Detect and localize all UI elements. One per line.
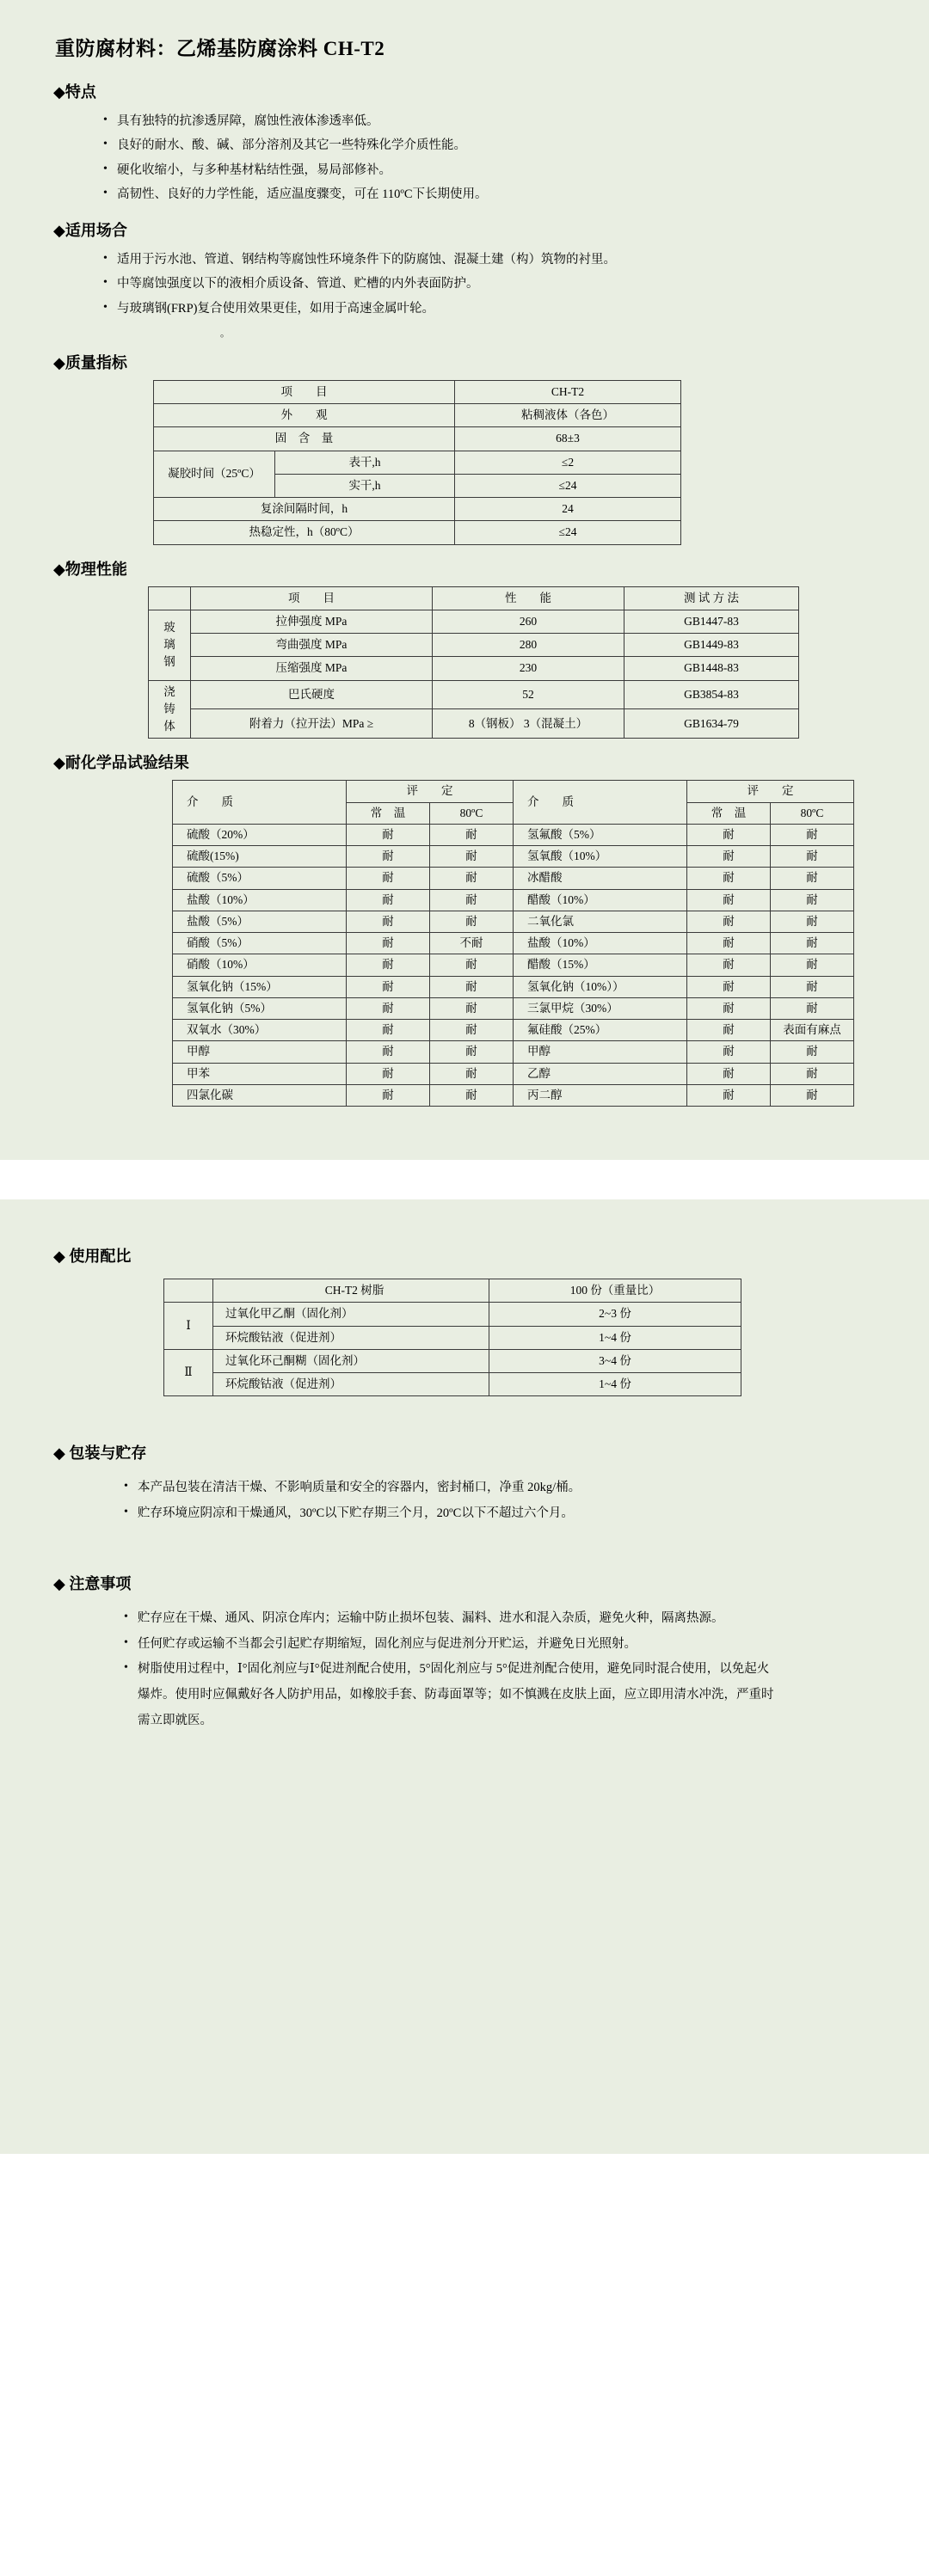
cell-eval: 耐: [347, 868, 430, 889]
cell-medium: 氢氧化钠（15%）: [173, 976, 347, 997]
table-row: [173, 781, 854, 802]
cell-eval: 耐: [347, 997, 430, 1019]
cell-value: 24: [455, 498, 681, 521]
cell-eval: 耐: [430, 997, 514, 1019]
cell-performance: 280: [433, 634, 624, 657]
cell-eval: 耐: [771, 911, 854, 932]
panel-separator: [0, 1160, 929, 1199]
applications-list: [52, 248, 877, 321]
cell-eval: 耐: [687, 1063, 771, 1084]
list-item: • 贮存环境应阴凉和干燥通风，30ºC以下贮存期三个月，20ºC以下不超过六个月。: [138, 1501, 877, 1527]
col-header-resin: CH-T2 树脂: [213, 1279, 489, 1303]
cell-eval: 耐: [687, 954, 771, 976]
cell-method: GB1634-79: [624, 709, 799, 739]
cell-eval: 耐: [771, 997, 854, 1019]
cell-method: GB1447-83: [624, 610, 799, 633]
cell-eval: 耐: [687, 976, 771, 997]
cell-eval: 耐: [347, 889, 430, 911]
features-heading: ◆特点: [53, 83, 96, 101]
packaging-heading: ◆ 包装与贮存: [53, 1444, 147, 1463]
cell-medium: 醋酸（15%）: [514, 954, 687, 976]
cell-eval: 耐: [771, 846, 854, 868]
table-row: [173, 889, 854, 911]
cell-eval: 耐: [347, 911, 430, 932]
cell-eval: 耐: [430, 846, 514, 868]
cell-eval: 耐: [430, 1084, 514, 1106]
cell-value: ≤24: [455, 474, 681, 497]
cell-medium: 甲醇: [173, 1041, 347, 1063]
cell-eval: 耐: [771, 1041, 854, 1063]
table-row: [154, 521, 681, 544]
cell-eval: 耐: [347, 954, 430, 976]
section-applications: [52, 218, 877, 339]
cell-eval: 耐: [347, 976, 430, 997]
list-item: • 树脂使用过程中，Ⅰ°固化剂应与Ⅰ°促进剂配合使用，5°固化剂应与 5°促进剂配合使用，避免同时混合使用，以免起火爆炸。使用时应佩戴好各人防护用品，如橡胶手套、防毒面罩等；如不慎溅在皮肤上面，应立即用清水冲洗，严重时需立即就医。: [138, 1657, 774, 1733]
cell-medium: 甲苯: [173, 1063, 347, 1084]
table-row: [173, 976, 854, 997]
cell-category: 玻 璃 钢: [149, 610, 191, 680]
cell-blank: [164, 1279, 213, 1303]
list-item: • 本产品包装在清洁干燥、不影响质量和安全的容器内，密封桶口，净重 20kg/桶。: [138, 1475, 877, 1501]
sub-header-ambient-left: 常 温: [347, 802, 430, 824]
cell-eval: 耐: [771, 1063, 854, 1084]
table-row: [173, 824, 854, 845]
cell-performance: 260: [433, 610, 624, 633]
cell-amount: 1~4 份: [489, 1326, 741, 1349]
cell-eval: 耐: [430, 1020, 514, 1041]
cell-medium: 盐酸（5%）: [173, 911, 347, 932]
table-row: [173, 954, 854, 976]
cell-eval: 耐: [687, 846, 771, 868]
table-row: [149, 680, 799, 709]
table-row: [164, 1303, 741, 1326]
chemical-table: [172, 780, 854, 1107]
table-row: [154, 498, 681, 521]
cell-medium: 二氧化氯: [514, 911, 687, 932]
col-header-eval-right: 评 定: [687, 781, 854, 802]
cell-medium: 氢氧酸（10%）: [514, 846, 687, 868]
section-ratio: [52, 1244, 877, 1396]
list-item: • 具有独特的抗渗透屏障，腐蚀性液体渗透率低。: [117, 109, 877, 133]
features-list: [52, 109, 877, 206]
quality-heading: ◆质量指标: [53, 353, 127, 371]
list-item: • 适用于污水池、管道、钢结构等腐蚀性环境条件下的防腐蚀、混凝土建（构）筑物的衬里。: [117, 248, 877, 272]
cell-eval: 耐: [687, 824, 771, 845]
cell-eval: 耐: [347, 1041, 430, 1063]
table-row: [149, 586, 799, 610]
cell-eval: 耐: [771, 954, 854, 976]
cell-label: 复涂间隔时间，h: [154, 498, 455, 521]
section-features: [52, 80, 877, 206]
cell-material: 环烷酸钴液（促进剂）: [213, 1373, 489, 1396]
cell-group-roman: Ⅱ: [164, 1349, 213, 1396]
section-quality: [52, 351, 877, 545]
sub-header-80c-right: 80ºC: [771, 802, 854, 824]
cell-item: 拉伸强度 MPa: [191, 610, 433, 633]
cell-eval: 耐: [430, 1041, 514, 1063]
cell-eval: 耐: [347, 1084, 430, 1106]
list-item: • 贮存应在干燥、通风、阴凉仓库内；运输中防止损坏包装、漏料、进水和混入杂质，避免火种，隔离热源。: [138, 1606, 774, 1632]
cell-eval: 耐: [430, 1063, 514, 1084]
cell-value: 68±3: [455, 427, 681, 451]
notes-list: [52, 1606, 877, 1734]
cell-medium: 盐酸（10%）: [173, 889, 347, 911]
sub-header-ambient-right: 常 温: [687, 802, 771, 824]
list-item: • 高韧性、良好的力学性能，适应温度骤变，可在 110ºC下长期使用。: [117, 182, 877, 206]
cell-eval: 耐: [687, 1020, 771, 1041]
cell-medium: 氢氧化钠（5%）: [173, 997, 347, 1019]
cell-value: ≤24: [455, 521, 681, 544]
cell-eval: 耐: [347, 1020, 430, 1041]
cell-amount: 3~4 份: [489, 1349, 741, 1372]
table-row: [173, 933, 854, 954]
table-row: [149, 634, 799, 657]
cell-eval: 耐: [347, 1063, 430, 1084]
packaging-list: [52, 1475, 877, 1526]
cell-medium: 乙醇: [514, 1063, 687, 1084]
cell-sub-label: 实干,h: [275, 474, 455, 497]
section-notes: [52, 1572, 877, 1734]
cell-material: 过氧化甲乙酮（固化剂）: [213, 1303, 489, 1326]
quality-table: [153, 380, 681, 545]
cell-eval: 耐: [687, 1041, 771, 1063]
cell-category: 浇 铸 体: [149, 680, 191, 739]
table-row: [154, 380, 681, 403]
cell-medium: 三氯甲烷（30%）: [514, 997, 687, 1019]
cell-value: 粘稠液体（各色）: [455, 404, 681, 427]
cell-eval: 耐: [687, 868, 771, 889]
cell-medium: 丙二醇: [514, 1084, 687, 1106]
cell-performance: 8（钢板） 3（混凝土）: [433, 709, 624, 739]
cell-eval: 耐: [347, 846, 430, 868]
cell-amount: 2~3 份: [489, 1303, 741, 1326]
cell-medium: 双氧水（30%）: [173, 1020, 347, 1041]
table-row: [173, 1063, 854, 1084]
cell-medium: 氢氧化钠（10%））: [514, 976, 687, 997]
col-header-medium-left: 介 质: [173, 781, 347, 825]
table-row: [164, 1349, 741, 1372]
table-row: [173, 868, 854, 889]
cell-label: 外 观: [154, 404, 455, 427]
chemical-heading: ◆耐化学品试验结果: [53, 754, 189, 772]
cell-eval: 耐: [347, 933, 430, 954]
col-header-amount: 100 份（重量比）: [489, 1279, 741, 1303]
cell-performance: 52: [433, 680, 624, 709]
cell-sub-label: 表干,h: [275, 451, 455, 474]
cell-eval: 耐: [430, 954, 514, 976]
ratio-heading: ◆ 使用配比: [53, 1248, 132, 1266]
cell-eval: 耐: [430, 824, 514, 845]
sub-header-80c-left: 80ºC: [430, 802, 514, 824]
cell-blank: [149, 586, 191, 610]
table-row: [173, 846, 854, 868]
cell-eval: 耐: [687, 911, 771, 932]
cell-performance: 230: [433, 657, 624, 680]
col-header-performance: 性 能: [433, 586, 624, 610]
cell-medium: 甲醇: [514, 1041, 687, 1063]
physical-heading: ◆物理性能: [53, 560, 127, 578]
table-row: [149, 657, 799, 680]
cell-medium: 硫酸（5%）: [173, 868, 347, 889]
cell-label: 热稳定性，h（80ºC）: [154, 521, 455, 544]
cell-eval: 耐: [687, 1084, 771, 1106]
table-row: [164, 1279, 741, 1303]
cell-eval: 不耐: [430, 933, 514, 954]
table-row: [173, 911, 854, 932]
cell-medium: 硫酸（20%）: [173, 824, 347, 845]
cell-medium: 盐酸（10%）: [514, 933, 687, 954]
section-packaging: [52, 1441, 877, 1526]
table-row: [173, 1020, 854, 1041]
cell-eval: 耐: [430, 976, 514, 997]
page-title: 重防腐材料：乙烯基防腐涂料 CH-T2: [55, 38, 385, 59]
cell-group-roman: Ⅰ: [164, 1303, 213, 1350]
list-item: • 良好的耐水、酸、碱、部分溶剂及其它一些特殊化学介质性能。: [117, 133, 877, 157]
cell-eval: 耐: [687, 889, 771, 911]
col-header-eval-left: 评 定: [347, 781, 514, 802]
cell-eval: 耐: [430, 911, 514, 932]
cell-medium: 冰醋酸: [514, 868, 687, 889]
table-row: [154, 451, 681, 474]
cell-medium: 四氯化碳: [173, 1084, 347, 1106]
cell-item: 压缩强度 MPa: [191, 657, 433, 680]
table-row: [154, 427, 681, 451]
notes-heading: ◆ 注意事项: [53, 1574, 132, 1592]
col-header-method: 测 试 方 法: [624, 586, 799, 610]
ratio-table: [163, 1279, 741, 1396]
table-row: [164, 1373, 741, 1396]
cell-material: 环烷酸钴液（促进剂）: [213, 1326, 489, 1349]
cell-eval: 耐: [347, 824, 430, 845]
table-row: [149, 709, 799, 739]
top-panel: [0, 0, 929, 1160]
list-item: • 与玻璃钢(FRP)复合使用效果更佳，如用于高速金属叶轮。: [117, 297, 877, 321]
cell-eval: 表面有麻点: [771, 1020, 854, 1041]
table-row: [149, 610, 799, 633]
list-item: • 硬化收缩小，与多种基材粘结性强，易局部修补。: [117, 158, 877, 182]
cell-eval: 耐: [771, 976, 854, 997]
cell-eval: 耐: [771, 1084, 854, 1106]
physical-table: [148, 586, 799, 739]
cell-group-label: 凝胶时间（25ºC）: [154, 451, 275, 498]
cell-eval: 耐: [771, 889, 854, 911]
bottom-panel: [0, 1199, 929, 2154]
cell-method: GB1449-83: [624, 634, 799, 657]
cell-item: 巴氏硬度: [191, 680, 433, 709]
list-item: • 任何贮存或运输不当都会引起贮存期缩短，固化剂应与促进剂分开贮运，并避免日光照射。: [138, 1632, 774, 1658]
table-row: [173, 997, 854, 1019]
cell-medium: 硝酸（5%）: [173, 933, 347, 954]
cell-item: 弯曲强度 MPa: [191, 634, 433, 657]
cell-material: 过氧化环己酮糊（固化剂）: [213, 1349, 489, 1372]
cell-medium: 醋酸（10%）: [514, 889, 687, 911]
cell-eval: 耐: [771, 933, 854, 954]
cell-eval: 耐: [430, 889, 514, 911]
table-row: [173, 1041, 854, 1063]
cell-value: ≤2: [455, 451, 681, 474]
section-chemical: [52, 751, 877, 1107]
col-header-medium-right: 介 质: [514, 781, 687, 825]
cell-eval: 耐: [687, 997, 771, 1019]
col-header-item: 项 目: [154, 380, 455, 403]
col-header-item: 项 目: [191, 586, 433, 610]
cell-eval: 耐: [771, 824, 854, 845]
list-item: • 中等腐蚀强度以下的液相介质设备、管道、贮槽的内外表面防护。: [117, 272, 877, 296]
cell-eval: 耐: [430, 868, 514, 889]
applications-heading: ◆适用场合: [53, 222, 127, 240]
table-row: [154, 404, 681, 427]
cell-label: 固 含 量: [154, 427, 455, 451]
cell-medium: 硫酸(15%): [173, 846, 347, 868]
stray-mark: 。: [220, 328, 230, 339]
cell-method: GB3854-83: [624, 680, 799, 709]
table-row: [173, 1084, 854, 1106]
col-header-value: CH-T2: [455, 380, 681, 403]
section-physical: [52, 557, 877, 739]
cell-eval: 耐: [687, 933, 771, 954]
cell-medium: 氢氟酸（5%）: [514, 824, 687, 845]
cell-method: GB1448-83: [624, 657, 799, 680]
cell-medium: 氟硅酸（25%）: [514, 1020, 687, 1041]
cell-amount: 1~4 份: [489, 1373, 741, 1396]
cell-eval: 耐: [771, 868, 854, 889]
cell-medium: 硝酸（10%）: [173, 954, 347, 976]
table-row: [164, 1326, 741, 1349]
cell-item: 附着力（拉开法）MPa ≥: [191, 709, 433, 739]
